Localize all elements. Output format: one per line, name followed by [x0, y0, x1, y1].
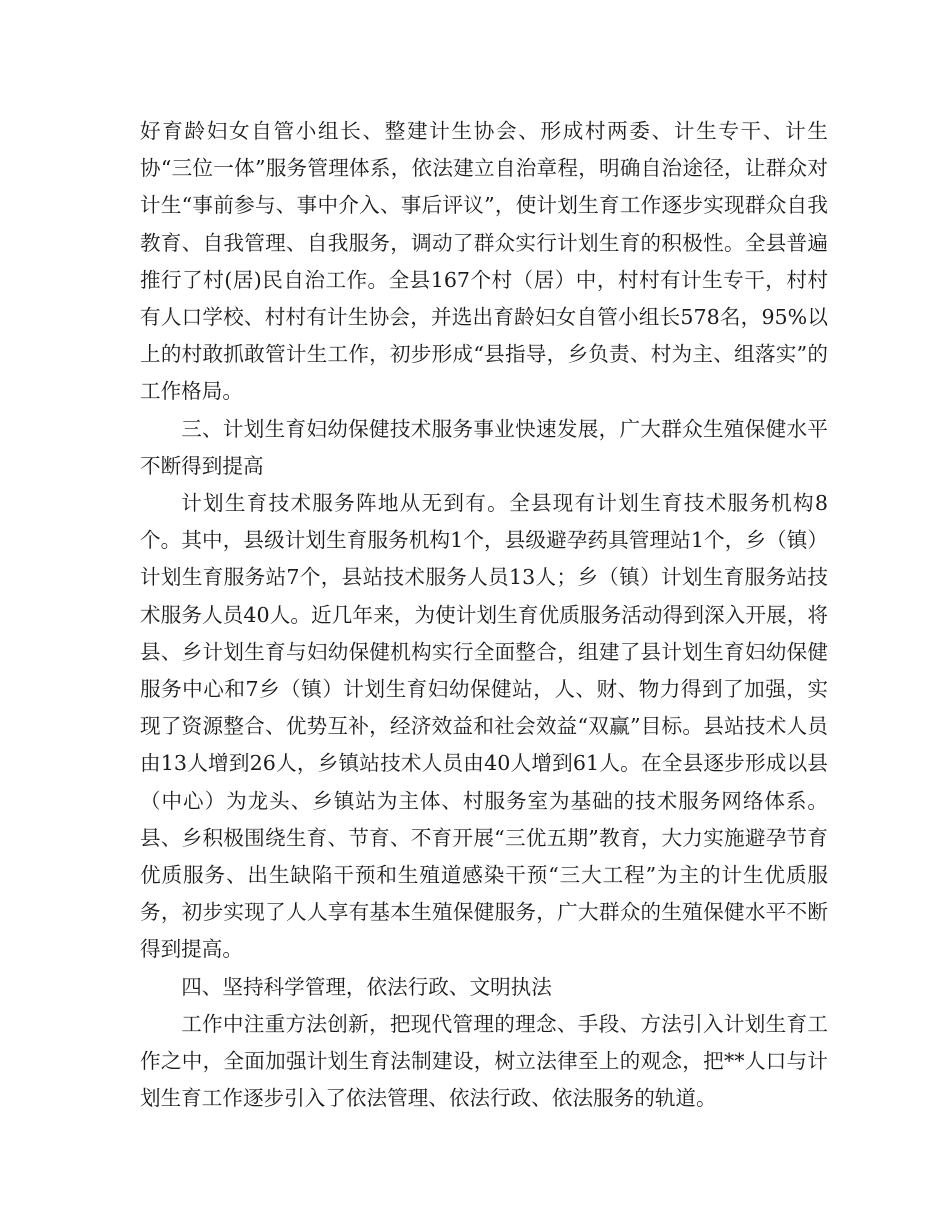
section-heading-three: 三、计划生育妇幼保健技术服务事业快速发展，广大群众生殖保健水平不断得到提高 [140, 416, 828, 478]
paragraph-continued-self-governance: 好育龄妇女自管小组长、整建计生协会、形成村两委、计生专干、计生协“三位一体”服务管理体系，依法建立自治章程，明确自治途径，让群众对计生“事前参与、事中介入、事后评议”，使计划生育工作逐步实现群众自我教育、自我管理、自我服务，调动了群众实行计划生育的积极性。全县普遍推行了村(居)民自治工作。全县167个村（居）中，村村有计生专干，村村有人口学校、村村有计生协会，并选出育龄妇女自管小组长578名，95%以上的村敢抓敢管计生工作，初步形成“县指导，乡负责、村为主、组落实”的工作格局。 [140, 119, 828, 404]
paragraph-scientific-management: 工作中注重方法创新，把现代管理的理念、手段、方法引入计划生育工作之中，全面加强计划生育法制建设，树立法律至上的观念，把**人口与计划生育工作逐步引入了依法管理、依法行政、依法服务的轨道。 [140, 1011, 828, 1111]
section-heading-four: 四、坚持科学管理，依法行政、文明执法 [181, 974, 552, 999]
document-page [140, 113, 828, 1117]
paragraph-technical-services: 计划生育技术服务阵地从无到有。全县现有计划生育技术服务机构8个。其中，县级计划生育服务机构1个，县级避孕药具管理站1个，乡（镇）计划生育服务站7个，县站技术服务人员13人；乡（镇）计划生育服务站技术服务人员40人。近几年来，为使计划生育优质服务活动得到深入开展，将县、乡计划生育与妇幼保健机构实行全面整合，组建了县计划生育妇幼保健服务中心和7乡（镇）计划生育妇幼保健站，人、财、物力得到了加强，实现了资源整合、优势互补，经济效益和社会效益“双赢”目标。县站技术人员由13人增到26人，乡镇站技术人员由40人增到61人。在全县逐步形成以县（中心）为龙头、乡镇站为主体、村服务室为基础的技术服务网络体系。县、乡积极围绕生育、节育、不育开展“三优五期”教育，大力实施避孕节育优质服务、出生缺陷干预和生殖道感染干预“三大工程”为主的计生优质服务，初步实现了人人享有基本生殖保健服务，广大群众的生殖保健水平不断得到提高。 [140, 491, 828, 962]
